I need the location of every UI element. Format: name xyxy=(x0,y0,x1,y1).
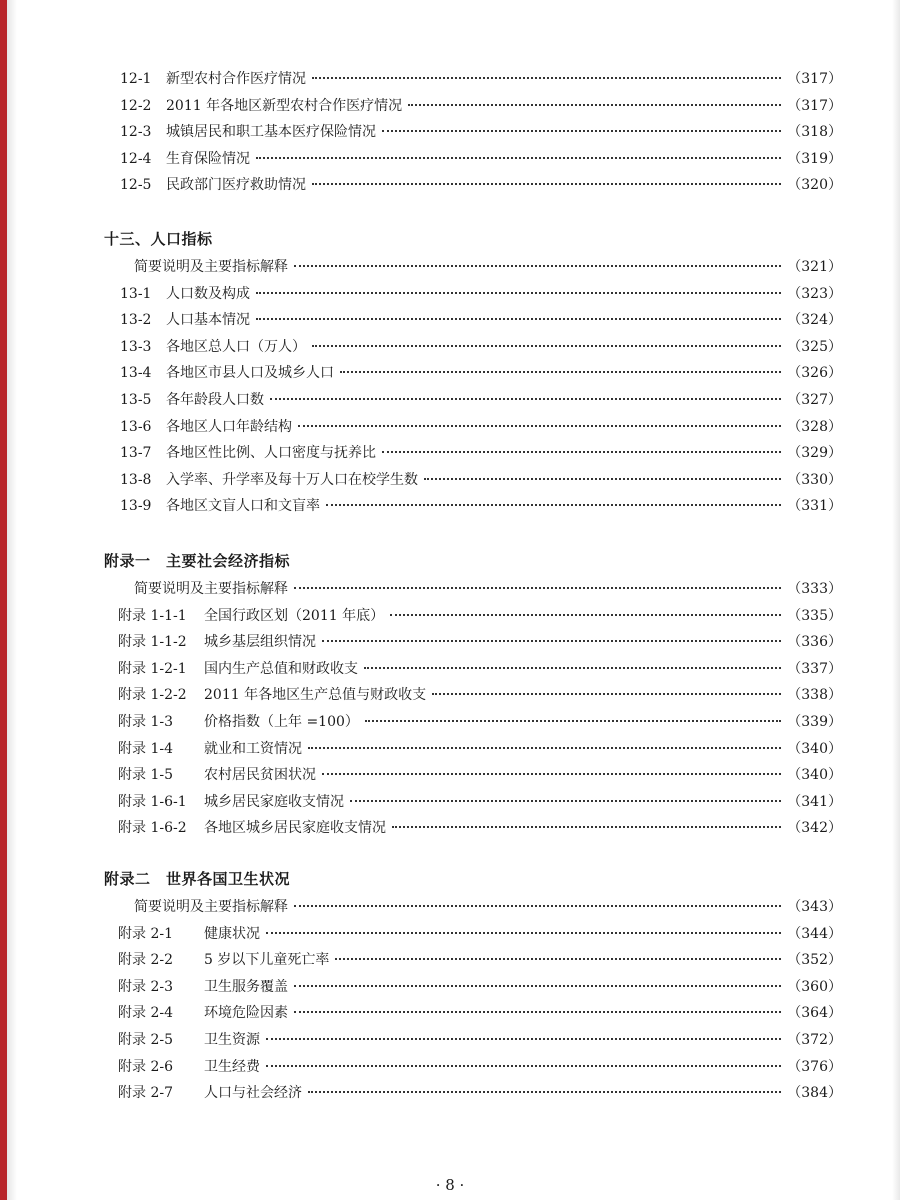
entry-number: 13-2 xyxy=(120,312,152,329)
entry-page-number: （364） xyxy=(787,1005,842,1022)
entry-title: 人口与社会经济 xyxy=(204,1085,302,1102)
dot-leader xyxy=(312,182,781,185)
entry-title: 卫生服务覆盖 xyxy=(204,978,288,995)
toc-entry[interactable] xyxy=(134,894,842,920)
toc-entry[interactable] xyxy=(134,254,842,280)
entry-page-number: （331） xyxy=(787,498,842,515)
entry-title: 2011 年各地区生产总值与财政收支 xyxy=(204,687,427,704)
toc-entry[interactable] xyxy=(118,656,842,682)
entry-number: 13-3 xyxy=(120,338,152,355)
toc-entry[interactable] xyxy=(118,947,842,973)
entry-page-number: （360） xyxy=(787,978,842,995)
entry-page-number: （340） xyxy=(787,767,842,784)
toc-entry[interactable] xyxy=(120,66,842,92)
dot-leader xyxy=(294,586,781,589)
dot-leader xyxy=(326,503,781,506)
toc-entry[interactable] xyxy=(118,629,842,655)
toc-entry[interactable] xyxy=(120,119,842,145)
dot-leader xyxy=(266,1037,781,1040)
dot-leader xyxy=(408,103,781,106)
toc-entry[interactable] xyxy=(118,1080,842,1106)
entry-page-number: （338） xyxy=(787,687,842,704)
toc-entry[interactable] xyxy=(120,334,842,360)
entry-page-number: （320） xyxy=(787,177,842,194)
dot-leader xyxy=(298,424,781,427)
entry-page-number: （327） xyxy=(787,392,842,408)
dot-leader xyxy=(256,156,781,159)
dot-leader xyxy=(308,1090,781,1093)
entry-title: 各地区总人口（万人） xyxy=(166,338,306,355)
dot-leader xyxy=(322,639,781,642)
entry-title: 简要说明及主要指标解释 xyxy=(134,899,288,915)
entry-title: 全国行政区划（2011 年底） xyxy=(204,607,385,624)
toc-entry[interactable] xyxy=(118,1054,842,1080)
toc-entry[interactable] xyxy=(120,440,842,466)
entry-page-number: （333） xyxy=(787,581,842,597)
dot-leader xyxy=(256,317,781,320)
entry-page-number: （319） xyxy=(787,150,842,167)
entry-page-number: （321） xyxy=(787,259,842,275)
entry-title: 人口数及构成 xyxy=(166,285,250,302)
entry-title: 各地区性比例、人口密度与抚养比 xyxy=(166,445,376,462)
entry-number: 13-7 xyxy=(120,445,152,462)
entry-title: 城乡基层组织情况 xyxy=(204,634,316,651)
entry-number: 附录 2-7 xyxy=(118,1085,173,1102)
entry-number: 附录 2-4 xyxy=(118,1005,173,1022)
entry-page-number: （326） xyxy=(787,365,842,382)
toc-entry[interactable] xyxy=(120,172,842,198)
toc-entry[interactable] xyxy=(118,603,842,629)
entry-number: 13-8 xyxy=(120,471,152,488)
dot-leader xyxy=(340,370,781,373)
toc-entry[interactable] xyxy=(120,467,842,493)
dot-leader xyxy=(266,931,781,934)
entry-number: 12-1 xyxy=(120,71,152,87)
entry-number: 附录 2-3 xyxy=(118,978,173,995)
entry-page-number: （336） xyxy=(787,634,842,651)
entry-title: 卫生资源 xyxy=(204,1032,260,1048)
entry-page-number: （324） xyxy=(787,312,842,329)
entry-title: 城镇居民和职工基本医疗保险情况 xyxy=(166,124,376,141)
dot-leader xyxy=(322,772,781,775)
toc-entry[interactable] xyxy=(118,815,842,841)
entry-page-number: （318） xyxy=(787,124,842,141)
entry-title: 人口基本情况 xyxy=(166,312,250,329)
dot-leader xyxy=(308,746,781,749)
toc-entry[interactable] xyxy=(134,576,842,602)
entry-number: 13-5 xyxy=(120,392,152,408)
entry-number: 13-9 xyxy=(120,498,152,515)
dot-leader xyxy=(294,264,781,267)
dot-leader xyxy=(335,957,781,960)
entry-page-number: （328） xyxy=(787,418,842,435)
dot-leader xyxy=(312,76,781,79)
toc-entry[interactable] xyxy=(120,493,842,519)
entry-number: 12-4 xyxy=(120,150,152,167)
entry-number: 12-2 xyxy=(120,97,152,114)
entry-number: 12-3 xyxy=(120,124,152,141)
dot-leader xyxy=(432,692,781,695)
entry-title: 国内生产总值和财政收支 xyxy=(204,660,358,677)
entry-title: 农村居民贫困状况 xyxy=(204,767,316,784)
entry-title: 2011 年各地区新型农村合作医疗情况 xyxy=(166,97,403,114)
entry-page-number: （384） xyxy=(787,1085,842,1102)
entry-page-number: （340） xyxy=(787,740,842,757)
toc-entry[interactable] xyxy=(120,146,842,172)
entry-title: 就业和工资情况 xyxy=(204,740,302,757)
dot-leader xyxy=(424,477,781,480)
page-number-footer: · 8 · xyxy=(435,1176,465,1194)
dot-leader xyxy=(294,984,781,987)
dot-leader xyxy=(392,825,781,828)
entry-number: 附录 1-1-1 xyxy=(118,607,187,624)
dot-leader xyxy=(294,1010,781,1013)
page-right-edge xyxy=(892,0,900,1200)
toc-entry[interactable] xyxy=(120,93,842,119)
toc-entry[interactable] xyxy=(118,682,842,708)
entry-title: 5 岁以下儿童死亡率 xyxy=(204,952,330,969)
entry-page-number: （342） xyxy=(787,820,842,837)
toc-entry[interactable] xyxy=(120,281,842,307)
entry-page-number: （317） xyxy=(787,71,842,87)
toc-entry[interactable] xyxy=(120,387,842,413)
entry-number: 附录 1-6-2 xyxy=(118,820,187,837)
entry-number: 附录 1-4 xyxy=(118,740,173,757)
entry-title: 简要说明及主要指标解释 xyxy=(134,581,288,597)
entry-page-number: （337） xyxy=(787,660,842,677)
book-spine-edge xyxy=(0,0,7,1200)
entry-number: 附录 1-2-1 xyxy=(118,660,187,677)
entry-title: 各地区人口年龄结构 xyxy=(166,418,292,435)
dot-leader xyxy=(382,450,781,453)
entry-number: 附录 1-1-2 xyxy=(118,634,187,651)
toc-entry[interactable] xyxy=(118,974,842,1000)
entry-number: 12-5 xyxy=(120,177,152,194)
page-gutter-shadow xyxy=(7,0,17,1200)
toc-entry[interactable] xyxy=(118,736,842,762)
entry-page-number: （329） xyxy=(787,445,842,462)
toc-entry[interactable] xyxy=(120,360,842,386)
entry-number: 附录 1-3 xyxy=(118,714,173,730)
entry-title: 各年龄段人口数 xyxy=(166,392,264,408)
entry-title: 入学率、升学率及每十万人口在校学生数 xyxy=(166,471,418,488)
dot-leader xyxy=(364,666,781,669)
entry-title: 民政部门医疗救助情况 xyxy=(166,177,306,194)
dot-leader xyxy=(294,904,781,907)
entry-number: 13-4 xyxy=(120,365,152,382)
dot-leader xyxy=(266,1064,781,1067)
entry-page-number: （335） xyxy=(787,607,842,624)
entry-title: 价格指数（上年 =100） xyxy=(204,714,359,730)
entry-page-number: （344） xyxy=(787,925,842,942)
entry-page-number: （343） xyxy=(787,899,842,915)
dot-leader xyxy=(312,344,781,347)
dot-leader xyxy=(256,291,781,294)
entry-title: 各地区城乡居民家庭收支情况 xyxy=(204,820,386,837)
entry-page-number: （372） xyxy=(787,1032,842,1048)
entry-number: 附录 2-1 xyxy=(118,925,173,942)
toc-entry[interactable] xyxy=(118,789,842,815)
dot-leader xyxy=(350,799,781,802)
toc-entry[interactable] xyxy=(120,307,842,333)
entry-page-number: （317） xyxy=(787,97,842,114)
entry-page-number: （330） xyxy=(787,471,842,488)
toc-entry[interactable] xyxy=(120,414,842,440)
entry-page-number: （341） xyxy=(787,793,842,810)
dot-leader xyxy=(390,613,781,616)
entry-number: 附录 2-5 xyxy=(118,1032,173,1048)
entry-title: 卫生经费 xyxy=(204,1058,260,1075)
dot-leader xyxy=(270,397,781,400)
entry-number: 附录 2-2 xyxy=(118,952,173,969)
toc-entry[interactable] xyxy=(118,921,842,947)
dot-leader xyxy=(365,719,781,722)
toc-entry[interactable] xyxy=(118,1027,842,1053)
entry-title: 各地区市县人口及城乡人口 xyxy=(166,365,334,382)
dot-leader xyxy=(382,129,781,132)
entry-number: 13-6 xyxy=(120,418,152,435)
entry-number: 附录 1-2-2 xyxy=(118,687,187,704)
entry-page-number: （376） xyxy=(787,1058,842,1075)
entry-number: 附录 2-6 xyxy=(118,1058,173,1075)
toc-entry[interactable] xyxy=(118,762,842,788)
entry-title: 新型农村合作医疗情况 xyxy=(166,71,306,87)
entry-title: 各地区文盲人口和文盲率 xyxy=(166,498,320,515)
entry-title: 环境危险因素 xyxy=(204,1005,288,1022)
entry-number: 13-1 xyxy=(120,285,152,302)
entry-page-number: （352） xyxy=(787,952,842,969)
entry-page-number: （325） xyxy=(787,338,842,355)
entry-title: 城乡居民家庭收支情况 xyxy=(204,793,344,810)
entry-number: 附录 1-6-1 xyxy=(118,793,187,810)
section-heading: 附录二 世界各国卫生状况 xyxy=(104,870,291,888)
section-heading: 附录一 主要社会经济指标 xyxy=(104,552,291,570)
entry-title: 生育保险情况 xyxy=(166,150,250,167)
entry-page-number: （323） xyxy=(787,285,842,302)
toc-entry[interactable] xyxy=(118,1000,842,1026)
section-heading: 十三、人口指标 xyxy=(104,230,213,248)
entry-number: 附录 1-5 xyxy=(118,767,173,784)
toc-entry[interactable] xyxy=(118,709,842,735)
entry-title: 健康状况 xyxy=(204,925,260,942)
entry-page-number: （339） xyxy=(787,714,842,730)
entry-title: 简要说明及主要指标解释 xyxy=(134,259,288,275)
